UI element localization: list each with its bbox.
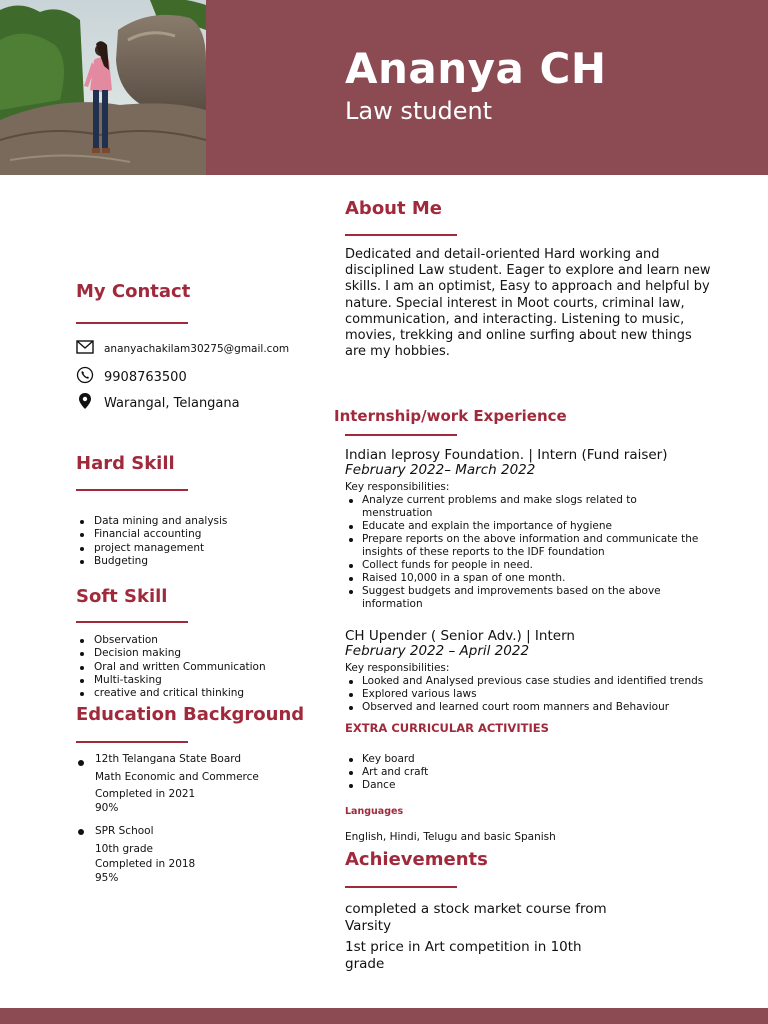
about-heading: About Me: [345, 198, 442, 219]
education-line: Completed in 2021: [95, 788, 196, 800]
list-item: Data mining and analysis: [76, 515, 227, 528]
list-item: Financial accounting: [76, 528, 227, 541]
achievements-heading: Achievements: [345, 849, 488, 870]
education-rule: [76, 741, 188, 743]
education-line: 10th grade: [95, 843, 154, 855]
contact-heading: My Contact: [76, 281, 191, 302]
contact-email[interactable]: ananyachakilam30275@gmail.com: [104, 342, 290, 355]
education-line: 12th Telangana State Board: [95, 753, 242, 765]
list-item: Budgeting: [76, 555, 227, 568]
contact-location-row: [76, 392, 240, 414]
education-line: Math Economic and Commerce: [95, 771, 259, 783]
hard-skill-heading: Hard Skill: [76, 453, 175, 474]
achievement-item: 1st price in Art competition in 10th grade: [345, 939, 582, 972]
candidate-name: Ananya CH: [345, 44, 607, 93]
list-item: Multi-tasking: [76, 674, 266, 687]
education-line: Completed in 2018: [95, 858, 196, 870]
job-dates: February 2022 – April 2022: [345, 643, 530, 659]
education-bullet: [78, 829, 84, 835]
education-line: SPR School: [95, 825, 154, 837]
responsibilities-label: Key responsibilities:: [345, 481, 450, 493]
list-item: Explored various laws: [345, 688, 725, 701]
list-item: creative and critical thinking: [76, 687, 266, 700]
achievements-rule: [345, 886, 457, 888]
list-item: Suggest budgets and improvements based on the above information: [345, 585, 705, 611]
candidate-role: Law student: [345, 97, 493, 125]
list-item: project management: [76, 542, 227, 555]
contact-phone-row: [76, 366, 187, 388]
list-item: Looked and Analysed previous case studies and identified trends: [345, 675, 725, 688]
education-line: 95%: [95, 872, 119, 884]
job-title: CH Upender ( Senior Adv.) | Intern: [345, 628, 575, 644]
achievement-item: completed a stock market course from Varsity: [345, 901, 607, 934]
about-text: Dedicated and detail-oriented Hard working and disciplined Law student. Eager to explore and learn new skills. I am an optimist, Easy to approach and helpful by nature. Special interest in Moot courts, criminal law, communication, and interacting. Listening to music, movies, trekking and online surfing about new things are my hobbies.: [345, 247, 711, 360]
list-item: Decision making: [76, 647, 266, 660]
envelope-icon: [76, 339, 94, 358]
hard-skill-rule: [76, 489, 188, 491]
list-item: Dance: [345, 779, 705, 792]
contact-location: Warangal, Telangana: [104, 395, 240, 411]
contact-rule: [76, 322, 188, 324]
list-item: Oral and written Communication: [76, 661, 266, 674]
list-item: Raised 10,000 in a span of one month.: [345, 572, 705, 585]
soft-skill-rule: [76, 621, 188, 623]
responsibilities-list: [345, 675, 725, 714]
responsibilities-list: [345, 494, 705, 611]
soft-skill-heading: Soft Skill: [76, 586, 168, 607]
footer-band: [0, 1008, 768, 1024]
education-line: 90%: [95, 802, 119, 814]
education-bullet: [78, 760, 84, 766]
list-item: Observation: [76, 634, 266, 647]
list-item: Art and craft: [345, 766, 705, 779]
languages-heading: Languages: [345, 806, 404, 817]
job-dates: February 2022– March 2022: [345, 462, 536, 478]
list-item: Prepare reports on the above information and communicate the insights of these reports to the IDF foundation: [345, 533, 705, 559]
list-item: Observed and learned court room manners and Behaviour: [345, 701, 725, 714]
list-item: Analyze current problems and make slogs related to menstruation: [345, 494, 705, 520]
education-heading: Education Background: [76, 704, 305, 725]
hard-skill-list: [76, 515, 227, 568]
soft-skill-list: [76, 634, 266, 700]
contact-email-row: [76, 339, 289, 358]
extra-list: [345, 753, 705, 792]
list-item: Key board: [345, 753, 705, 766]
map-pin-icon: [76, 392, 94, 414]
job-title: Indian leprosy Foundation. | Intern (Fund raiser): [345, 447, 668, 463]
experience-rule: [345, 434, 457, 436]
list-item: Educate and explain the importance of hygiene: [345, 520, 705, 533]
phone-icon: [76, 366, 94, 388]
about-rule: [345, 234, 457, 236]
experience-heading: Internship/work Experience: [334, 407, 567, 425]
extra-heading: EXTRA CURRICULAR ACTIVITIES: [345, 721, 549, 735]
contact-phone[interactable]: 9908763500: [104, 369, 187, 385]
list-item: Collect funds for people in need.: [345, 559, 705, 572]
profile-photo: [0, 0, 206, 175]
responsibilities-label: Key responsibilities:: [345, 662, 450, 674]
languages-text: English, Hindi, Telugu and basic Spanish: [345, 831, 556, 843]
